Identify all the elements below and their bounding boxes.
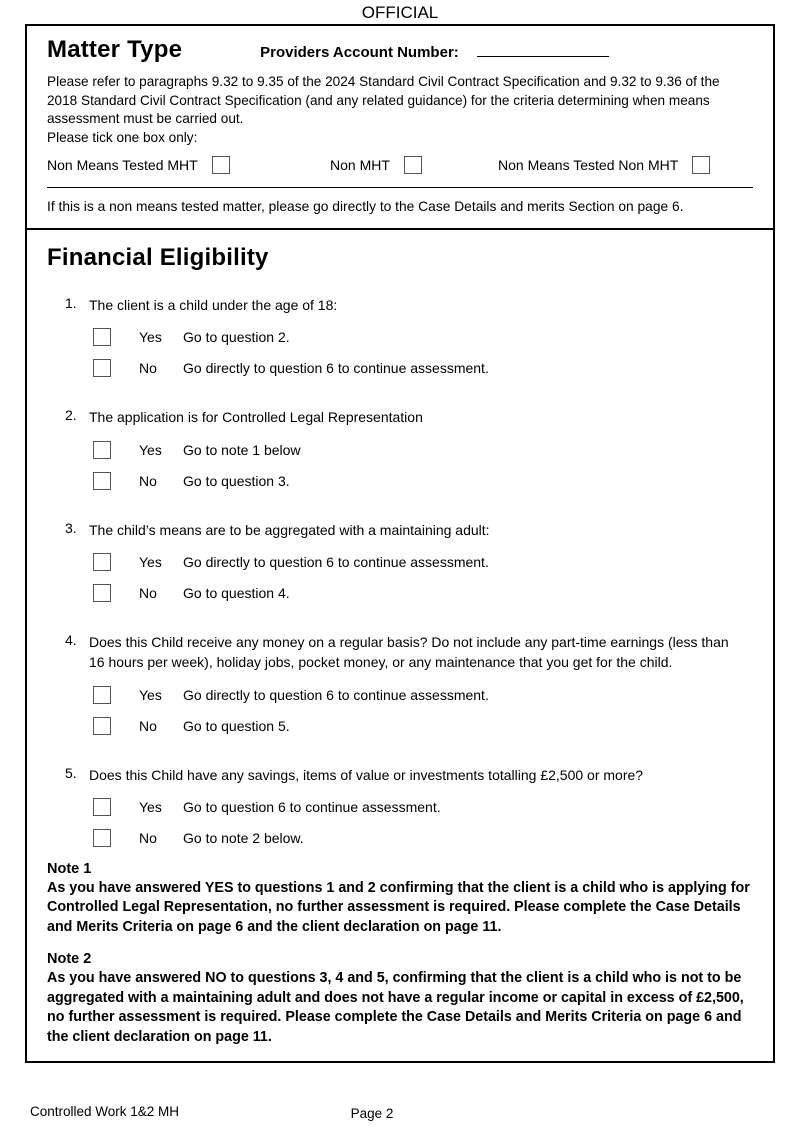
question-2-text: The application is for Controlled Legal Representation xyxy=(89,409,423,426)
question-1-yes-action: Go to question 2. xyxy=(183,329,290,346)
question-4-no-row xyxy=(93,717,753,735)
note-1-body: As you have answered YES to questions 1 and 2 confirming that the client is a child who is applying for Controlled Legal Representation, no further assessment is required. Please complete the Case Details and Merits Criteria on page 6 and the client declaration on page 11. xyxy=(47,879,750,935)
question-1 xyxy=(65,295,753,377)
option-non-means-tested-non-mht xyxy=(498,156,710,174)
question-4-text: Does this Child receive any money on a regular basis? Do not include any part-time earnings (less than 16 hours per week), holiday jobs, pocket money, or any maintenance that you get for the child. xyxy=(89,634,729,671)
question-1-no-label: No xyxy=(139,360,157,377)
question-1-no-action: Go directly to question 6 to continue assessment. xyxy=(183,360,489,377)
question-5-no-row xyxy=(93,829,753,847)
question-1-yes-label: Yes xyxy=(139,329,162,346)
question-2-no-label: No xyxy=(139,472,157,489)
classification-label: OFFICIAL xyxy=(352,3,449,25)
matter-type-options xyxy=(47,156,753,174)
page-footer xyxy=(0,1102,800,1124)
question-5-text: Does this Child have any savings, items of value or investments totalling £2,500 or more? xyxy=(89,766,644,783)
question-3-no-label: No xyxy=(139,585,157,602)
question-5-yes-label: Yes xyxy=(139,798,162,815)
tick-instruction: Please tick one box only: xyxy=(47,129,198,145)
question-5-yes-checkbox[interactable] xyxy=(93,798,111,816)
question-2-no-row xyxy=(93,472,753,490)
option-non-means-tested-non-mht-checkbox[interactable] xyxy=(692,156,710,174)
option-non-means-tested-mht-label: Non Means Tested MHT xyxy=(47,156,198,173)
footer-page-number: Page 2 xyxy=(350,1106,394,1121)
question-3-text: The child’s means are to be aggregated with a maintaining adult: xyxy=(89,521,490,538)
option-non-mht-label: Non MHT xyxy=(330,156,390,173)
option-non-mht-checkbox[interactable] xyxy=(404,156,422,174)
note-2-body: As you have answered NO to questions 3, 4 and 5, confirming that the client is a child who is not to be aggregated with a maintaining adult and does not have a regular income or capital in excess of £2,500, no further assessment is required. Please complete the Case Details and Merits Criteria on page 6 and the client declaration on page 11. xyxy=(47,970,744,1045)
question-2-no-action: Go to question 3. xyxy=(183,472,290,489)
form-body xyxy=(25,24,775,1063)
non-means-tested-note: If this is a non means tested matter, please go directly to the Case Details and merits Section on page 6. xyxy=(47,198,684,214)
providers-account-number-label: Providers Account Number: xyxy=(260,44,459,61)
question-2 xyxy=(65,407,753,489)
question-2-yes-row xyxy=(93,441,753,459)
question-1-no-checkbox[interactable] xyxy=(93,359,111,377)
question-4-no-label: No xyxy=(139,717,157,734)
question-4-number: 4. xyxy=(65,632,77,649)
question-5-no-checkbox[interactable] xyxy=(93,829,111,847)
question-3-no-action: Go to question 4. xyxy=(183,585,290,602)
question-3-no-checkbox[interactable] xyxy=(93,584,111,602)
question-3-yes-action: Go directly to question 6 to continue assessment. xyxy=(183,554,489,571)
question-2-yes-action: Go to note 1 below xyxy=(183,441,301,458)
note-1-title: Note 1 xyxy=(47,860,92,877)
option-non-mht xyxy=(330,156,498,174)
financial-eligibility-title: Financial Eligibility xyxy=(47,244,269,272)
question-2-number: 2. xyxy=(65,407,77,424)
question-5-yes-action: Go to question 6 to continue assessment. xyxy=(183,798,441,815)
question-4-yes-row xyxy=(93,686,753,704)
question-2-yes-label: Yes xyxy=(139,441,162,458)
question-3-number: 3. xyxy=(65,519,77,536)
matter-type-section xyxy=(27,26,773,228)
option-non-means-tested-non-mht-label: Non Means Tested Non MHT xyxy=(498,156,679,173)
classification-header xyxy=(0,0,800,24)
question-3-yes-checkbox[interactable] xyxy=(93,553,111,571)
question-5-number: 5. xyxy=(65,764,77,781)
note-2 xyxy=(47,951,753,1047)
note-2-title: Note 2 xyxy=(47,951,92,968)
question-5-no-label: No xyxy=(139,829,157,846)
question-1-number: 1. xyxy=(65,295,77,312)
question-3-yes-row xyxy=(93,553,753,571)
question-4-no-checkbox[interactable] xyxy=(93,717,111,735)
question-1-text: The client is a child under the age of 18: xyxy=(89,297,338,314)
providers-account-number xyxy=(260,42,609,61)
question-4-no-action: Go to question 5. xyxy=(183,717,290,734)
question-1-yes-row xyxy=(93,328,753,346)
option-non-means-tested-mht-checkbox[interactable] xyxy=(212,156,230,174)
question-1-yes-checkbox[interactable] xyxy=(93,328,111,346)
question-4-yes-label: Yes xyxy=(139,686,162,703)
matter-type-title: Matter Type xyxy=(47,36,183,63)
question-3-no-row xyxy=(93,584,753,602)
providers-account-number-field[interactable] xyxy=(477,42,609,57)
question-5-yes-row xyxy=(93,798,753,816)
financial-eligibility-section xyxy=(27,230,773,1061)
question-2-no-checkbox[interactable] xyxy=(93,472,111,490)
note-1 xyxy=(47,861,753,937)
question-2-yes-checkbox[interactable] xyxy=(93,441,111,459)
question-1-no-row xyxy=(93,359,753,377)
question-5 xyxy=(65,765,753,847)
matter-type-header xyxy=(47,36,753,64)
matter-type-intro: Please refer to paragraphs 9.32 to 9.35 of the 2024 Standard Civil Contract Specification and 9.32 to 9.36 of the 2018 Standard Civil Contract Specification (and any related guidance) for the criteria determining when means assessment must be carried out. xyxy=(47,74,720,127)
question-5-no-action: Go to note 2 below. xyxy=(183,829,304,846)
question-4-yes-checkbox[interactable] xyxy=(93,686,111,704)
footer-form-name: Controlled Work 1&2 MH xyxy=(30,1104,180,1119)
option-non-means-tested-mht xyxy=(47,156,330,174)
question-4-yes-action: Go directly to question 6 to continue assessment. xyxy=(183,686,489,703)
question-3-yes-label: Yes xyxy=(139,554,162,571)
question-4 xyxy=(65,632,753,735)
question-3 xyxy=(65,520,753,602)
